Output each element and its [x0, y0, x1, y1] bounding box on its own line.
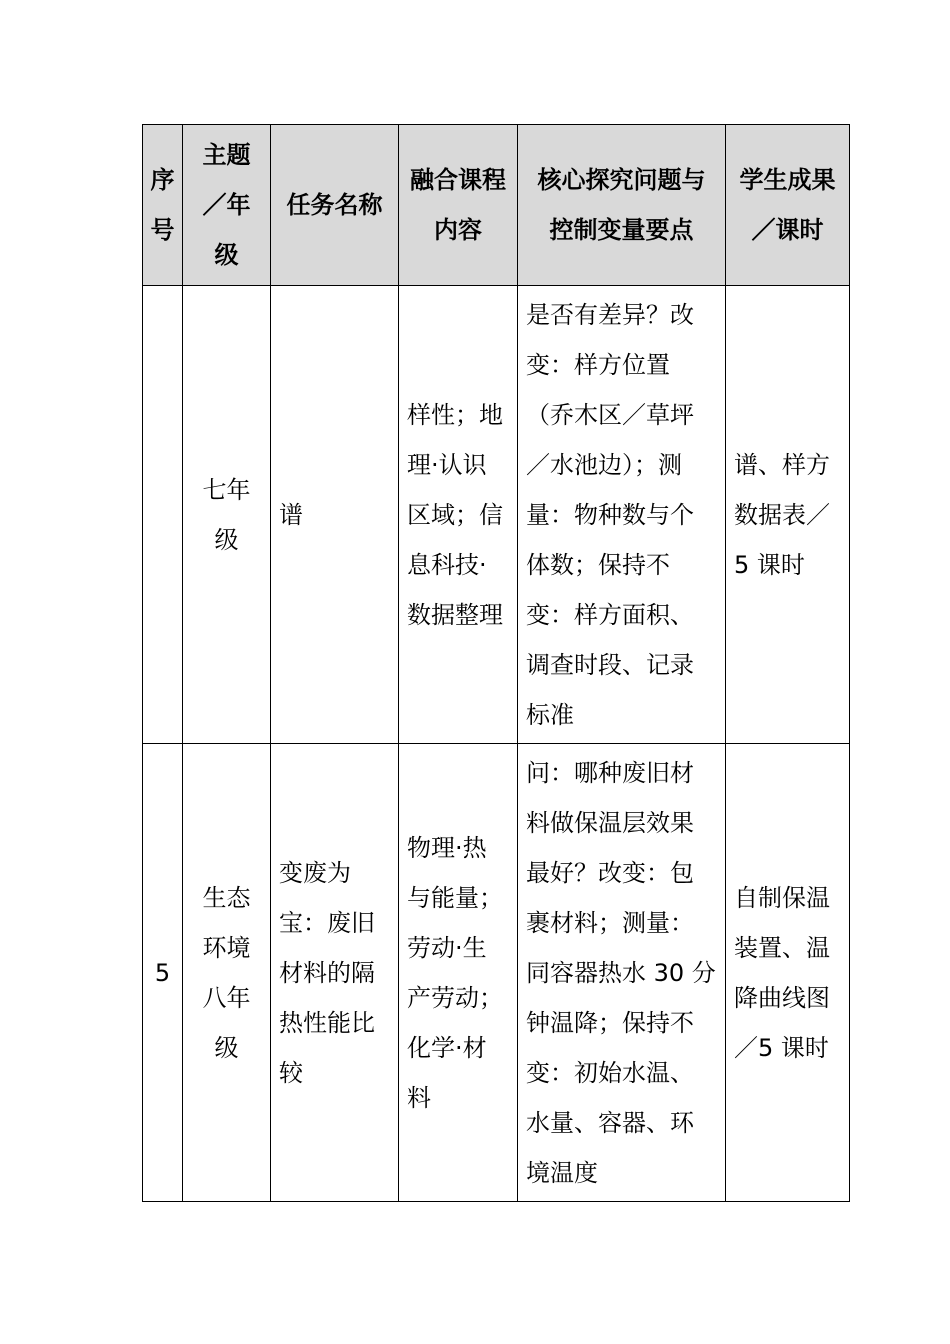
header-task: 任务名称 [271, 125, 399, 286]
table-row [143, 744, 850, 1202]
header-result: 学生成果 ／课时 [726, 125, 850, 286]
header-course: 融合课程 内容 [399, 125, 518, 286]
cell-course: 物理·热 与能量； 劳动·生 产劳动； 化学·材 料 [399, 744, 518, 1202]
header-seq: 序 号 [143, 125, 183, 286]
cell-seq: 5 [143, 744, 183, 1202]
header-row [143, 125, 850, 286]
header-theme: 主题 ／年 级 [183, 125, 271, 286]
cell-task: 变废为 宝：废旧 材料的隔 热性能比 较 [271, 744, 399, 1202]
cell-core: 是否有差异？改 变：样方位置 （乔木区／草坪 ／水池边）；测 量：物种数与个 体数；保持不 变：样方面积、 调查时段、记录 标准 [518, 286, 726, 744]
cell-result: 自制保温 装置、温 降曲线图 ／5 课时 [726, 744, 850, 1202]
cell-core: 问：哪种废旧材 料做保温层效果 最好？改变：包 裹材料；测量： 同容器热水 30 分 钟温降；保持不 变：初始水温、 水量、容器、环 境温度 [518, 744, 726, 1202]
cell-seq [143, 286, 183, 744]
curriculum-table [142, 124, 850, 1202]
cell-theme: 七年 级 [183, 286, 271, 744]
cell-course: 样性；地 理·认识 区域；信 息科技· 数据整理 [399, 286, 518, 744]
table-row [143, 286, 850, 744]
header-core: 核心探究问题与 控制变量要点 [518, 125, 726, 286]
cell-result: 谱、样方 数据表／ 5 课时 [726, 286, 850, 744]
cell-theme: 生态 环境 八年 级 [183, 744, 271, 1202]
cell-task: 谱 [271, 286, 399, 744]
